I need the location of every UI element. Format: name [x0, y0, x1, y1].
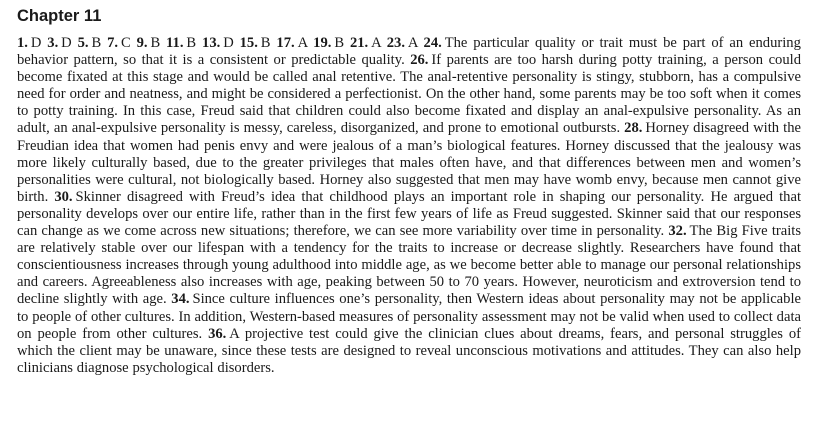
answer-text: The Big Five traits are relatively stable over our lifespan with a tendency for the traits to increase or decrease slightly. Researchers have found that conscientiousness increases through young adulthood into middle age, as we become better able to manage our personal relationships and careers. Agreeableness also increases with age, peaking between 50 to 70 years. However, neuroticism and extroversion tend to decline slightly with age. — [17, 223, 801, 308]
answer-text: The particular quality or trait must be part of an enduring behavior pattern, so that it is a consistent or predictable quality. — [17, 35, 801, 69]
answer-text: Horney disagreed with the Freudian idea that women had penis envy and were jealous of a man’s biological features. Horney discussed that the jealousy was more likely culturally based, due to the greater privileges that males often have, and that differences between men and women’s personalities were cultural, not biologically based. Horney also suggested that men may have womb envy, because men cannot give birth. — [17, 120, 801, 205]
answer-number: 24. — [423, 35, 442, 51]
answer-number: 5. — [77, 35, 89, 51]
answer-number: 26. — [410, 52, 429, 69]
answer-number: 34. — [171, 291, 190, 308]
answer-number: 28. — [624, 120, 643, 137]
answer-number: 15. — [239, 35, 258, 51]
answer-item — [166, 35, 196, 51]
answer-text: Since culture influences one’s personality, then Western ideas about personality may not be applicable to people of other cultures. In addition, Western-based measures of personality assessment may not be valid when used to collect data on people from other cultures. — [17, 291, 801, 342]
answer-text: C — [120, 35, 131, 51]
answer-item — [240, 35, 271, 51]
answer-item — [47, 35, 71, 51]
answer-key-page — [17, 6, 801, 377]
answer-item — [78, 35, 102, 51]
answer-number: 9. — [136, 35, 148, 51]
answer-text: If parents are too harsh during potty training, a person could become fixated at this stage and would be called anal retentive. The anal-retentive personality is stingy, stubborn, has a compulsive need for order and neatness, and might be considered a perfectionist. On the other hand, some parents may be too soft when it comes to potty training. In this case, Freud said that children could also become fixated and display an anal-expulsive personality. As an adult, an anal-expulsive personality is messy, careless, disorganized, and prone to emotional outbursts. — [17, 52, 801, 137]
answer-item — [137, 35, 161, 51]
answer-text: Skinner disagreed with Freud’s idea that childhood plays an important role in shaping our personality. He argued that personality develops over our entire life, rather than in the first few years of life as Freud suggested. Skinner said that our responses can change as we come across new situations; therefore, we can see more variability over time in personality. — [17, 188, 801, 240]
answer-number: 3. — [47, 35, 59, 51]
answer-number: 36. — [208, 325, 227, 342]
answer-number: 32. — [668, 223, 687, 240]
answer-text: D — [223, 35, 234, 51]
answer-number: 19. — [313, 35, 332, 51]
answer-item — [107, 35, 131, 51]
answer-key-paragraph — [17, 35, 801, 377]
answer-text: A — [297, 35, 308, 51]
answer-text: B — [334, 35, 345, 51]
answer-text: D — [30, 35, 42, 51]
answer-number: 11. — [166, 35, 184, 51]
answer-text: B — [186, 35, 197, 51]
answer-number: 23. — [386, 35, 405, 51]
answer-item — [276, 35, 307, 51]
answer-text: A — [407, 35, 418, 51]
answer-item — [17, 35, 41, 51]
answer-text: D — [61, 35, 72, 51]
answer-number: 17. — [276, 35, 295, 51]
answer-item — [313, 35, 344, 51]
answer-item — [387, 35, 418, 51]
chapter-heading: Chapter 11 — [17, 7, 102, 25]
answer-number: 1. — [17, 35, 28, 51]
answer-text: B — [260, 35, 271, 51]
answer-number: 7. — [107, 35, 119, 51]
answer-text: B — [150, 35, 161, 51]
answer-number: 13. — [202, 35, 221, 51]
answer-number: 30. — [54, 188, 73, 205]
answer-text: A — [371, 35, 381, 51]
answer-text: B — [91, 35, 102, 51]
answer-text: A projective test could give the clinician clues about dreams, fears, and personal struggles of which the client may be unaware, since these tests are designed to reveal unconscious motivations and attitudes. They can also help clinicians diagnose psychological disorders. — [17, 325, 801, 376]
answer-item — [350, 35, 381, 51]
answer-number: 21. — [349, 35, 369, 51]
answer-item — [202, 35, 234, 51]
